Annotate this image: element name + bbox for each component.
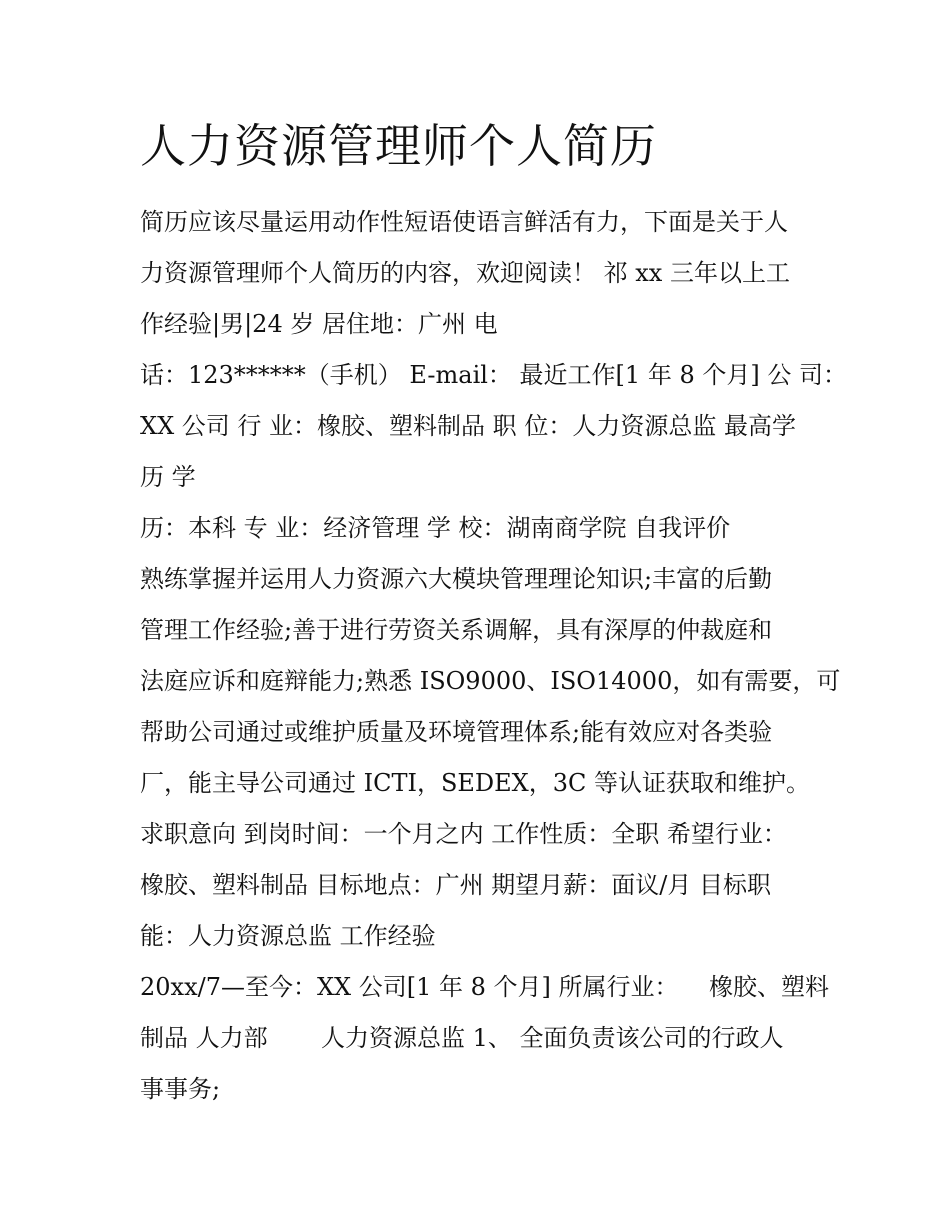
document-title: 人力资源管理师个人简历 xyxy=(140,119,657,173)
body-line: 话：123******（手机） E-mail： 最近工作[1 年 8 个月] 公 司： xyxy=(140,361,847,389)
body-line: 制品 人力部 人力资源总监 1、 全面负责该公司的行政人 xyxy=(140,1024,784,1052)
body-line: 作经验|男|24 岁 居住地：广州 电 xyxy=(140,310,498,338)
body-line: XX 公司 行 业：橡胶、塑料制品 职 位：人力资源总监 最高学 xyxy=(140,412,796,440)
body-line: 简历应该尽量运用动作性短语使语言鲜活有力，下面是关于人 xyxy=(140,208,788,236)
body-line: 力资源管理师个人简历的内容，欢迎阅读！ 祁 xx 三年以上工 xyxy=(140,259,790,287)
body-line: 能：人力资源总监 工作经验 xyxy=(140,922,436,950)
body-line: 历 学 xyxy=(140,463,196,491)
document-body xyxy=(140,197,847,1115)
body-line: 20xx/7—至今：XX 公司[1 年 8 个月] 所属行业： 橡胶、塑料 xyxy=(140,973,830,1001)
body-line: 帮助公司通过或维护质量及环境管理体系;能有效应对各类验 xyxy=(140,718,773,746)
body-line: 历：本科 专 业：经济管理 学 校：湖南商学院 自我评价 xyxy=(140,514,731,542)
body-line: 法庭应诉和庭辩能力;熟悉 ISO9000、ISO14000，如有需要，可 xyxy=(140,667,841,695)
body-line: 求职意向 到岗时间：一个月之内 工作性质：全职 希望行业： xyxy=(140,820,787,848)
body-line: 厂，能主导公司通过 ICTI，SEDEX，3C 等认证获取和维护。 xyxy=(140,769,811,797)
body-line: 管理工作经验;善于进行劳资关系调解，具有深厚的仲裁庭和 xyxy=(140,616,773,644)
body-line: 熟练掌握并运用人力资源六大模块管理理论知识;丰富的后勤 xyxy=(140,565,773,593)
body-line: 橡胶、塑料制品 目标地点：广州 期望月薪：面议/月 目标职 xyxy=(140,871,771,899)
body-line: 事事务; xyxy=(140,1075,221,1103)
